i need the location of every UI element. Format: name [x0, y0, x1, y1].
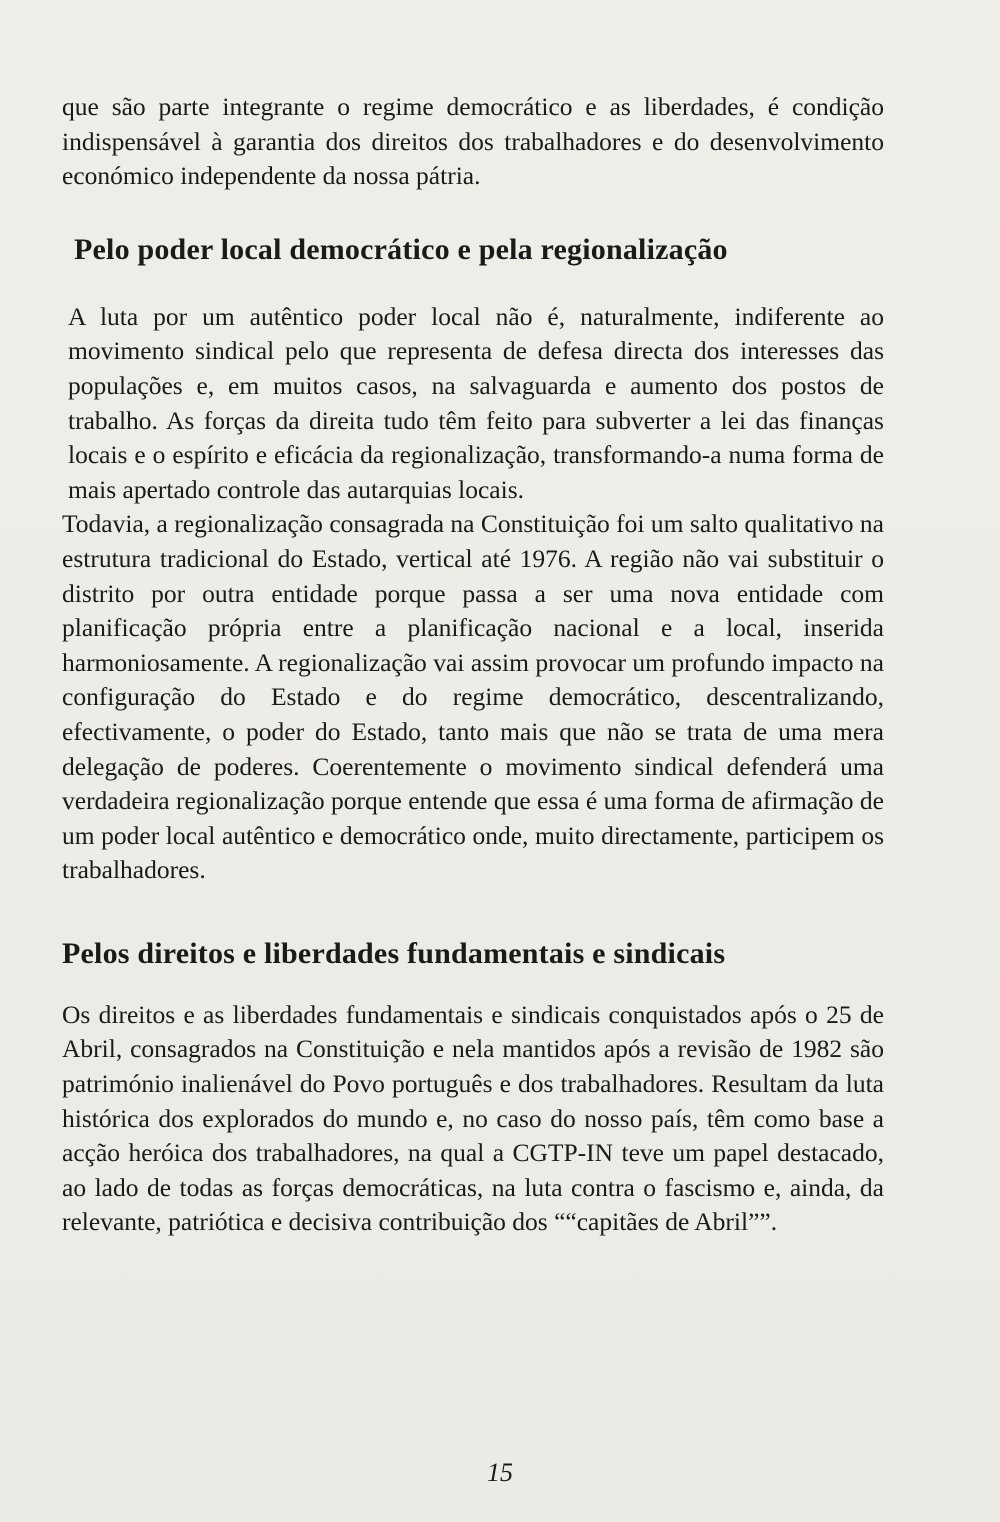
page-number: 15	[487, 1458, 513, 1487]
text-column	[62, 90, 884, 1240]
local-power-paragraph-2: Todavia, a regionalização consagrada na Constituição foi um salto qualitativo na estrutura tradicional do Estado, vertical até 1976. A região não vai substituir o distrito por outra entidade porque passa a ser uma nova entidade com planificação própria entre a planificação nacional e a local, inserida harmoniosamente. A regionalização vai assim provocar um profundo impacto na configuração do Estado e do regime democrático, descentralizando, efectivamente, o poder do Estado, tanto mais que não se trata de uma mera delegação de poderes. Coerentemente o movimento sindical defenderá uma verdadeira regionalização porque entende que essa é uma forma de afirmação de um poder local autêntico e democrático onde, muito directamente, participem os trabalhadores.	[62, 509, 884, 885]
section-heading-rights: Pelos direitos e liberdades fundamentais e sindicais	[62, 936, 726, 970]
intro-paragraph: que são parte integrante o regime democrático e as liberdades, é condição indispensável à garantia dos direitos dos trabalhadores e do desenvolvimento económico independente da nossa pátria.	[62, 92, 884, 191]
section-heading-local-power: Pelo poder local democrático e pela regionalização	[74, 232, 728, 266]
rights-paragraph: Os direitos e as liberdades fundamentais e sindicais conquistados após o 25 de Abril, consagrados na Constituição e nela mantidos após a revisão de 1982 são património inalienável do Povo português e dos trabalhadores. Resultam da luta histórica dos explorados do mundo e, no caso do nosso país, têm como base a acção heróica dos trabalhadores, na qual a CGTP-IN teve um papel destacado, ao lado de todas as forças democráticas, na luta contra o fascismo e, ainda, da relevante, patriótica e decisiva contribuição dos ““capitães de Abril””.	[62, 999, 884, 1237]
local-power-paragraph-1: A luta por um autêntico poder local não é, naturalmente, indiferente ao movimento sindical pelo que representa de defesa directa dos interesses das populações e, em muitos casos, na salvaguarda e aumento dos postos de trabalho. As forças da direita tudo têm feito para subverter a lei das finanças locais e o espírito e eficácia da regionalização, transformando-a numa forma de mais apertado controle das autarquias locais.	[68, 301, 884, 504]
